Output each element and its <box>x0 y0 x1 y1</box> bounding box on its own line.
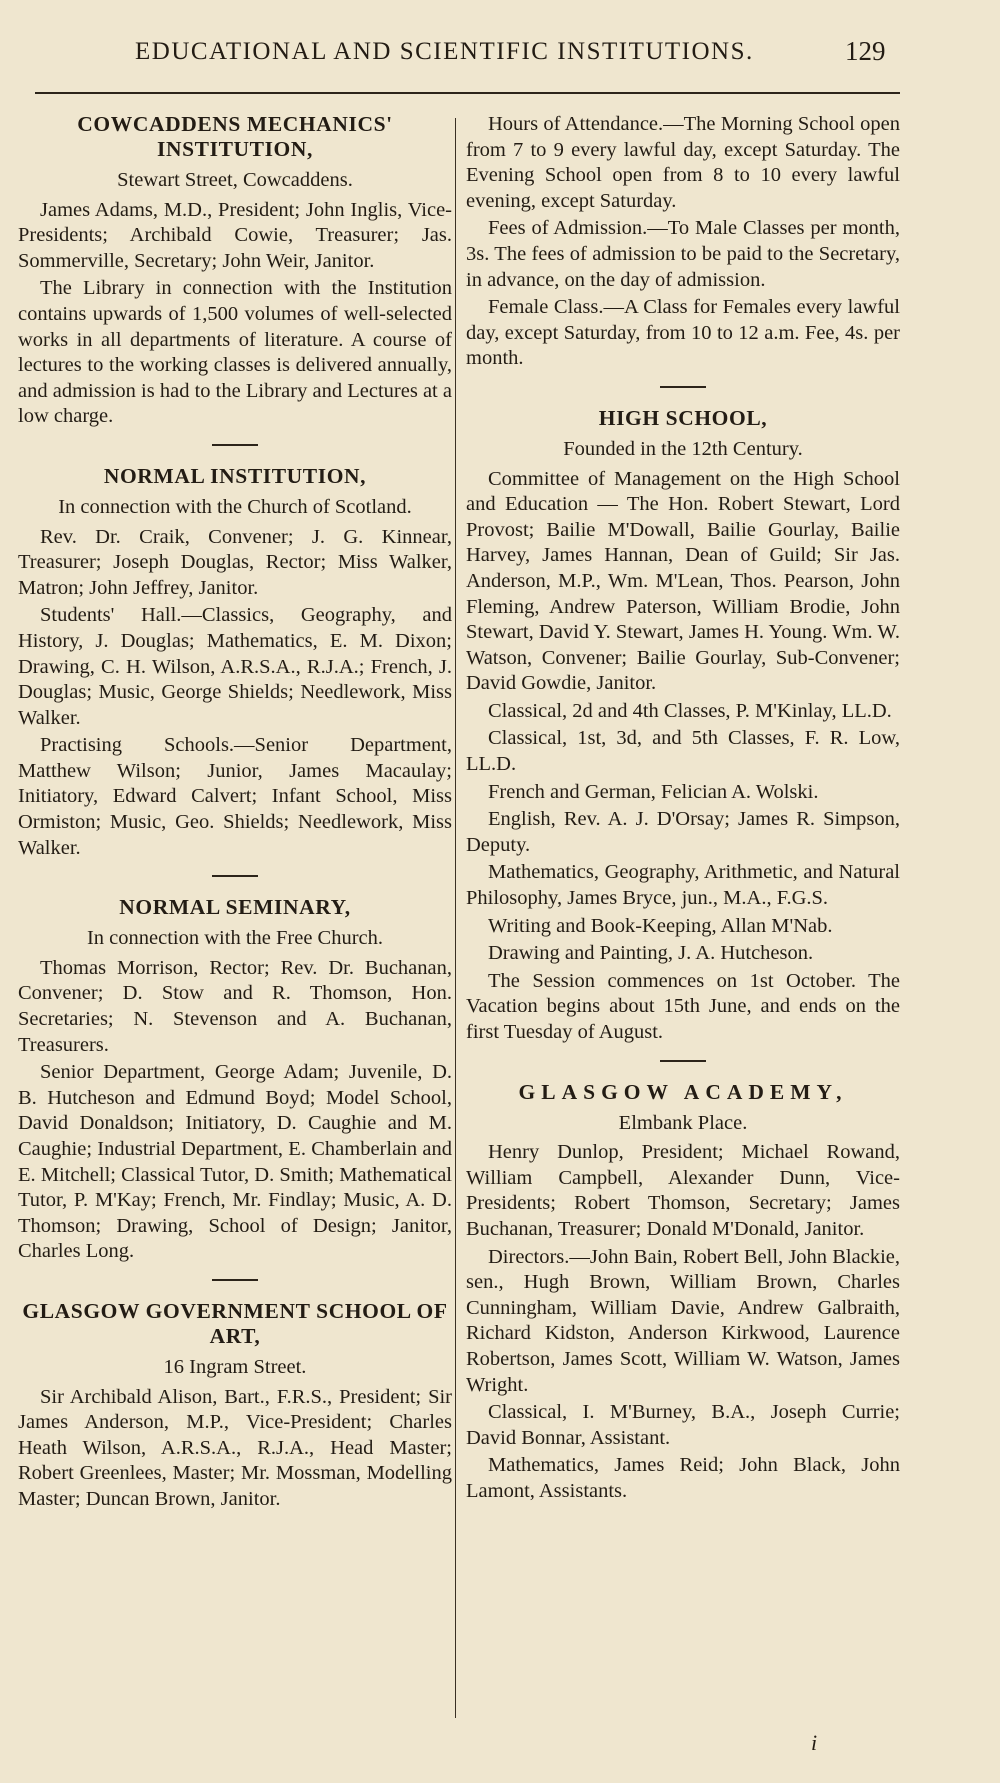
column-divider <box>455 118 456 1718</box>
section-title: HIGH SCHOOL, <box>598 405 768 430</box>
section-paragraph: Practising Schools.—Senior Department, Matthew Wilson; Junior, James Macaulay; Initiatory, Edward Calvert; Infant School, Miss Ormiston; Music, Geo. Shields; Needlework, Miss Walker. <box>18 734 452 859</box>
section-paragraph: Classical, I. M'Burney, B.A., Joseph Currie; David Bonnar, Assistant. <box>466 1401 900 1449</box>
institution-section <box>466 1080 900 1505</box>
signature-mark: i <box>811 1730 818 1755</box>
section-paragraph: English, Rev. A. J. D'Orsay; James R. Simpson, Deputy. <box>466 808 900 856</box>
section-title: NORMAL SEMINARY, <box>119 895 351 920</box>
institution-section <box>18 1299 452 1513</box>
section-address: In connection with the Free Church. <box>86 927 384 950</box>
section-address: Founded in the 12th Century. <box>563 437 803 460</box>
right-column <box>466 112 900 1505</box>
section-address: Elmbank Place. <box>618 1111 748 1134</box>
institution-section <box>18 895 452 1265</box>
section-address: Stewart Street, Cowcaddens. <box>117 169 353 191</box>
section-paragraph: Hours of Attendance.—The Morning School open from 7 to 9 every lawful day, except Saturday. The Evening School open from 8 to 10 every lawful evening, except Saturday. <box>466 113 900 212</box>
section-paragraph: French and German, Felician A. Wolski. <box>488 780 819 803</box>
section-paragraph: Classical, 2d and 4th Classes, P. M'Kinlay, LL.D. <box>488 699 892 722</box>
section-paragraph: Thomas Morrison, Rector; Rev. Dr. Buchanan, Convener; D. Stow and R. Thomson, Hon. Secretaries; N. Stevenson and A. Buchanan, Treasurers. <box>18 956 452 1056</box>
institution-section <box>466 406 900 1046</box>
section-divider-rule <box>660 386 706 388</box>
institution-section <box>18 464 452 861</box>
section-paragraph: Rev. Dr. Craik, Convener; J. G. Kinnear, Treasurer; Joseph Douglas, Rector; Miss Walker, Matron; John Jeffrey, Janitor. <box>18 525 452 599</box>
section-paragraph: Writing and Book-Keeping, Allan M'Nab. <box>488 914 833 937</box>
header-rule <box>35 92 900 94</box>
section-paragraph: Senior Department, George Adam; Juvenile, D. B. Hutcheson and Edmund Boyd; Model School, David Donaldson; Initiatory, D. Caughie and M. Caughie; Industrial Department, E. Chamberlain and E. Mitchell; Classical Tutor, D. Smith; Mathematical Tutor, P. M'Kay; French, Mr. Findlay; Music, A. D. Thomson; Drawing, School of Design; Janitor, Charles Long. <box>18 1061 452 1263</box>
section-paragraph: Drawing and Painting, J. A. Hutcheson. <box>488 942 814 965</box>
section-paragraph: Committee of Management on the High School and Education — The Hon. Robert Stewart, Lord Provost; Bailie M'Dowall, Bailie Gourlay, Bailie Harvey, James Hannan, Dean of Guild; Sir Jas. Anderson, M.P., Wm. M'Lean, Thos. Pearson, John Fleming, Andrew Paterson, William Brodie, John Stewart, David Y. Stewart, James H. Young. Wm. W. Watson, Convener; Bailie Gourlay, Sub-Convener; David Gowdie, Janitor. <box>466 467 900 695</box>
section-paragraph: Directors.—John Bain, Robert Bell, John Blackie, sen., Hugh Brown, William Brown, Charles Cunningham, William Davie, Andrew Galbraith, Richard Kidston, Anderson Kirkwood, Laurence Robertson, James Scott, William W. Watson, James Wright. <box>466 1245 900 1396</box>
section-title: GLASGOW GOVERNMENT SCHOOL OF ART, <box>22 1298 448 1348</box>
institution-section <box>466 112 900 372</box>
running-head <box>0 38 1000 78</box>
section-paragraph: Fees of Admission.—To Male Classes per month, 3s. The fees of admission to be paid to the Secretary, in advance, on the day of admission. <box>466 217 900 291</box>
institution-section <box>18 112 452 430</box>
section-paragraph: Students' Hall.—Classics, Geography, and History, J. Douglas; Mathematics, E. M. Dixon; Drawing, C. H. Wilson, A.R.S.A., R.J.A.; French, J. Douglas; Music, George Shields; Needlework, Miss Walker. <box>18 604 452 729</box>
section-paragraph: The Session commences on 1st October. The Vacation begins about 15th June, and ends on the first Tuesday of August. <box>466 969 900 1043</box>
section-title: NORMAL INSTITUTION, <box>103 463 367 488</box>
section-divider-rule <box>212 444 258 446</box>
section-address: 16 Ingram Street. <box>163 1355 307 1378</box>
page-number: 129 <box>845 36 886 66</box>
section-divider-rule <box>660 1060 706 1062</box>
section-paragraph: Classical, 1st, 3d, and 5th Classes, F. R. Low, LL.D. <box>466 727 900 776</box>
section-paragraph: James Adams, M.D., President; John Inglis, Vice-Presidents; Archibald Cowie, Treasurer; Jas. Sommerville, Secretary; John Weir, Janitor. <box>18 198 452 272</box>
section-title: COWCADDENS MECHANICS' INSTITUTION, <box>77 112 393 161</box>
section-paragraph: Female Class.—A Class for Females every lawful day, except Saturday, from 10 to 12 a.m. Fee, 4s. per month. <box>466 296 900 370</box>
section-paragraph: Sir Archibald Alison, Bart., F.R.S., President; Sir James Anderson, M.P., Vice-President; Charles Heath Wilson, A.R.S.A., R.J.A., Head Master; Robert Greenlees, Master; Mr. Mossman, Modelling Master; Duncan Brown, Janitor. <box>18 1385 452 1510</box>
section-divider-rule <box>212 1279 258 1281</box>
section-paragraph: Henry Dunlop, President; Michael Rowand, William Campbell, Alexander Dunn, Vice-Presidents; Robert Thomson, Secretary; James Buchanan, Treasurer; Donald M'Donald, Janitor. <box>466 1141 900 1240</box>
section-title: GLASGOW ACADEMY, <box>518 1079 848 1104</box>
section-divider-rule <box>212 875 258 877</box>
section-paragraph: Mathematics, James Reid; John Black, John Lamont, Assistants. <box>466 1454 900 1502</box>
section-paragraph: Mathematics, Geography, Arithmetic, and Natural Philosophy, James Bryce, jun., M.A., F.G.S. <box>466 861 900 910</box>
running-title: EDUCATIONAL AND SCIENTIFIC INSTITUTIONS. <box>135 38 754 65</box>
left-column <box>18 112 452 1513</box>
section-address: In connection with the Church of Scotland. <box>58 495 412 518</box>
section-paragraph: The Library in connection with the Institution contains upwards of 1,500 volumes of well-selected works in all departments of literature. A course of lectures to the working classes is delivered annually, and admission is had to the Library and Lectures at a low charge. <box>18 277 452 428</box>
